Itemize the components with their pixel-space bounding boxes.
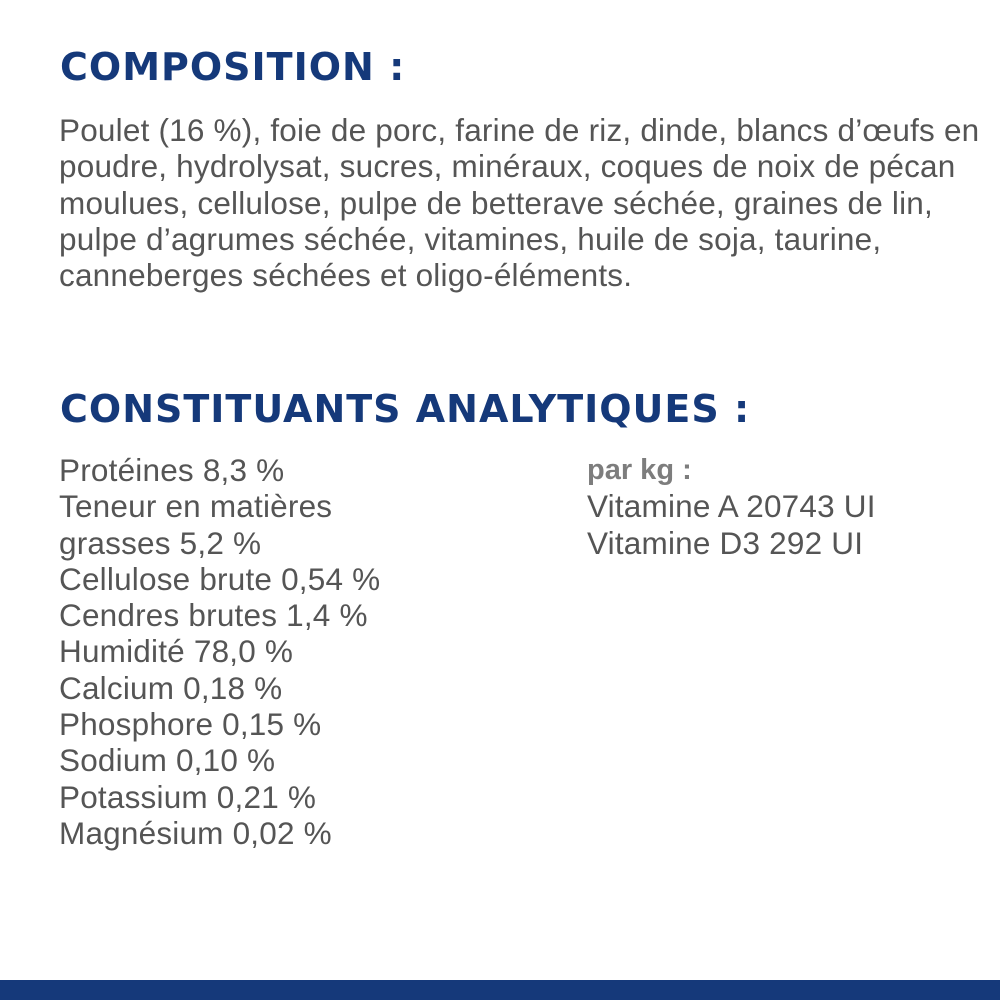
list-item-fat-content-line2: grasses 5,2 % — [59, 524, 262, 561]
vitamins-per-kg-block — [587, 452, 987, 561]
list-item-crude-fibre: Cellulose brute 0,54 % — [59, 560, 381, 597]
composition-heading: COMPOSITION : — [60, 45, 406, 89]
list-item-magnesium: Magnésium 0,02 % — [59, 814, 332, 851]
list-item-phosphorus: Phosphore 0,15 % — [59, 706, 322, 743]
list-item-vitamin-a: Vitamine A 20743 UI — [587, 488, 876, 525]
list-item-proteins: Protéines 8,3 % — [59, 452, 285, 488]
vitamins-list — [587, 488, 987, 561]
composition-text: Poulet (16 %), foie de porc, farine de riz, dinde, blancs d’œufs en poudre, hydrolysat, sucres, minéraux, coques de noix de pécan moulues, cellulose, pulpe de betterave séchée, graines de lin, pulpe d’agrumes séchée, vitamines, huile de soja, taurine, canneberges séchées et oligo-éléments. — [59, 112, 980, 294]
bottom-accent-bar — [0, 980, 1000, 1000]
per-kg-label: par kg : — [587, 454, 692, 486]
list-item-fat-content-line1: Teneur en matières — [59, 488, 333, 525]
list-item-calcium: Calcium 0,18 % — [59, 669, 283, 706]
analytical-constituents-list — [59, 452, 539, 851]
list-item-crude-ash: Cendres brutes 1,4 % — [59, 597, 368, 634]
list-item-vitamin-d3: Vitamine D3 292 UI — [587, 524, 864, 561]
list-item-potassium: Potassium 0,21 % — [59, 778, 317, 815]
list-item-sodium: Sodium 0,10 % — [59, 742, 276, 779]
analytical-constituents-heading: CONSTITUANTS ANALYTIQUES : — [60, 387, 751, 431]
list-item-moisture: Humidité 78,0 % — [59, 633, 294, 670]
